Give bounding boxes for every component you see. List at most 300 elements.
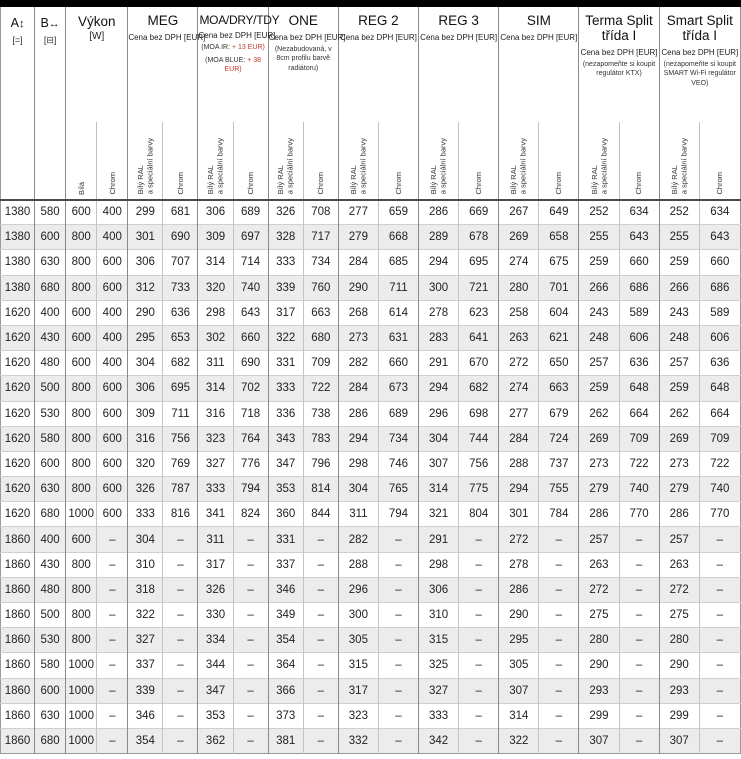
table-row xyxy=(1,275,741,300)
price-cell: – xyxy=(378,552,418,577)
price-cell: 649 xyxy=(539,200,579,225)
price-label: Cena bez DPH [EUR] xyxy=(661,47,739,57)
price-cell: – xyxy=(163,577,198,602)
price-cell: 675 xyxy=(539,250,579,275)
power-cell: 600 xyxy=(66,351,97,376)
power-cell: 800 xyxy=(66,376,97,401)
table-row xyxy=(1,603,741,628)
price-cell: – xyxy=(378,703,418,728)
price-cell: 717 xyxy=(303,225,338,250)
price-cell: 634 xyxy=(619,200,659,225)
dim-cell: 400 xyxy=(35,300,66,325)
table-row xyxy=(1,225,741,250)
price-cell: 277 xyxy=(338,200,378,225)
price-cell: 784 xyxy=(539,502,579,527)
price-cell: – xyxy=(303,527,338,552)
price-cell: 670 xyxy=(459,351,499,376)
price-cell: 323 xyxy=(198,426,233,451)
price-cell: 623 xyxy=(459,300,499,325)
power-cell: 800 xyxy=(66,426,97,451)
price-cell: – xyxy=(233,552,268,577)
table-row xyxy=(1,451,741,476)
subheader-white-ral: Bílý RAL a speciální barvy xyxy=(419,122,459,200)
subheader-vykon-chrom: Chrom xyxy=(97,122,128,200)
price-cell: 770 xyxy=(619,502,659,527)
dim-cell: 580 xyxy=(35,426,66,451)
subheader-white-ral: Bílý RAL a speciální barvy xyxy=(128,122,163,200)
price-cell: 315 xyxy=(419,628,459,653)
price-cell: – xyxy=(378,577,418,602)
price-cell: – xyxy=(163,552,198,577)
subheader-chrom: Chrom xyxy=(619,122,659,200)
power-cell: 600 xyxy=(97,477,128,502)
price-cell: – xyxy=(233,527,268,552)
price-cell: 306 xyxy=(128,250,163,275)
subheader-chrom: Chrom xyxy=(378,122,418,200)
price-cell: 349 xyxy=(268,603,303,628)
price-cell: 306 xyxy=(419,577,459,602)
price-cell: 775 xyxy=(459,477,499,502)
price-cell: – xyxy=(699,577,740,602)
price-cell: 277 xyxy=(499,401,539,426)
price-cell: 300 xyxy=(338,603,378,628)
table-row xyxy=(1,678,741,703)
price-cell: 343 xyxy=(268,426,303,451)
table-row xyxy=(1,577,741,602)
power-cell: 600 xyxy=(97,275,128,300)
price-cell: 317 xyxy=(198,552,233,577)
price-cell: – xyxy=(619,678,659,703)
price-cell: 682 xyxy=(163,351,198,376)
price-cell: 326 xyxy=(128,477,163,502)
price-cell: 280 xyxy=(659,628,699,653)
price-cell: 273 xyxy=(659,451,699,476)
price-cell: – xyxy=(699,703,740,728)
price-cell: – xyxy=(459,703,499,728)
price-cell: 814 xyxy=(303,477,338,502)
price-cell: 280 xyxy=(499,275,539,300)
price-cell: 306 xyxy=(198,200,233,225)
dim-cell: 1620 xyxy=(1,477,35,502)
header-group-meg xyxy=(128,4,206,122)
price-cell: – xyxy=(378,628,418,653)
price-cell: 804 xyxy=(459,502,499,527)
price-cell: 360 xyxy=(268,502,303,527)
power-cell: 1000 xyxy=(66,703,97,728)
price-cell: 327 xyxy=(198,451,233,476)
price-cell: 701 xyxy=(539,275,579,300)
group-name: REG 3 xyxy=(438,13,479,28)
price-cell: – xyxy=(459,577,499,602)
price-cell: – xyxy=(459,628,499,653)
price-cell: 783 xyxy=(303,426,338,451)
price-cell: 317 xyxy=(268,300,303,325)
price-cell: 262 xyxy=(659,401,699,426)
dim-cell: 1620 xyxy=(1,451,35,476)
price-cell: – xyxy=(163,653,198,678)
price-cell: – xyxy=(539,603,579,628)
price-cell: 298 xyxy=(338,451,378,476)
price-cell: 314 xyxy=(198,376,233,401)
price-cell: 663 xyxy=(303,300,338,325)
price-cell: – xyxy=(619,703,659,728)
price-cell: – xyxy=(539,552,579,577)
price-cell: 305 xyxy=(338,628,378,653)
price-cell: 346 xyxy=(268,577,303,602)
price-cell: – xyxy=(303,678,338,703)
price-cell: 286 xyxy=(659,502,699,527)
price-cell: 690 xyxy=(163,225,198,250)
subheader-white-ral: Bílý RAL a speciální barvy xyxy=(659,122,699,200)
price-cell: 711 xyxy=(163,401,198,426)
price-cell: 650 xyxy=(539,351,579,376)
price-cell: 844 xyxy=(303,502,338,527)
price-cell: 606 xyxy=(699,325,740,350)
price-cell: – xyxy=(539,703,579,728)
price-cell: 769 xyxy=(163,451,198,476)
header-group-sim xyxy=(499,4,579,122)
price-cell: – xyxy=(378,653,418,678)
price-cell: 621 xyxy=(539,325,579,350)
price-cell: – xyxy=(699,552,740,577)
subheader-chrom: Chrom xyxy=(699,122,740,200)
price-cell: 295 xyxy=(128,325,163,350)
price-cell: 663 xyxy=(539,376,579,401)
price-cell: 290 xyxy=(499,603,539,628)
header-dim-b xyxy=(35,4,66,200)
dim-cell: 1620 xyxy=(1,325,35,350)
table-row xyxy=(1,552,741,577)
price-cell: 266 xyxy=(659,275,699,300)
price-cell: 263 xyxy=(579,552,619,577)
price-cell: 679 xyxy=(539,401,579,426)
power-cell: 600 xyxy=(97,250,128,275)
price-cell: 320 xyxy=(198,275,233,300)
price-cell: 294 xyxy=(499,477,539,502)
price-cell: 660 xyxy=(699,250,740,275)
price-cell: 296 xyxy=(338,577,378,602)
price-cell: 257 xyxy=(659,351,699,376)
price-cell: 255 xyxy=(659,225,699,250)
price-cell: 648 xyxy=(699,376,740,401)
price-cell: – xyxy=(233,703,268,728)
dim-cell: 480 xyxy=(35,351,66,376)
price-cell: 273 xyxy=(338,325,378,350)
table-header xyxy=(1,4,741,200)
price-cell: 248 xyxy=(579,325,619,350)
price-cell: 284 xyxy=(338,376,378,401)
price-cell: 273 xyxy=(579,451,619,476)
power-cell: 800 xyxy=(66,275,97,300)
group-note: (nezapomeňte si koupit regulátor KTX) xyxy=(582,60,656,78)
price-cell: – xyxy=(233,577,268,602)
price-cell: 311 xyxy=(198,351,233,376)
table-row xyxy=(1,250,741,275)
price-cell: 326 xyxy=(198,577,233,602)
price-cell: 290 xyxy=(579,653,619,678)
price-cell: 290 xyxy=(338,275,378,300)
price-cell: 280 xyxy=(579,628,619,653)
price-label: Cena bez DPH [EUR] xyxy=(128,32,206,42)
price-cell: 333 xyxy=(268,250,303,275)
price-cell: 364 xyxy=(268,653,303,678)
price-cell: 293 xyxy=(659,678,699,703)
dim-cell: 1620 xyxy=(1,376,35,401)
price-cell: 366 xyxy=(268,678,303,703)
price-cell: 275 xyxy=(579,603,619,628)
price-cell: 316 xyxy=(128,426,163,451)
price-cell: 307 xyxy=(499,678,539,703)
price-cell: – xyxy=(459,603,499,628)
price-cell: 690 xyxy=(233,351,268,376)
price-cell: 685 xyxy=(378,250,418,275)
price-cell: 310 xyxy=(128,552,163,577)
price-cell: – xyxy=(378,728,418,753)
price-cell: 269 xyxy=(579,426,619,451)
price-cell: 284 xyxy=(338,250,378,275)
price-cell: – xyxy=(233,628,268,653)
price-cell: 259 xyxy=(579,376,619,401)
price-cell: – xyxy=(233,678,268,703)
price-cell: 337 xyxy=(128,653,163,678)
header-group-terma-split xyxy=(579,4,659,122)
dim-cell: 600 xyxy=(35,451,66,476)
group-note: (MOA IR: + 13 EUR) xyxy=(201,44,265,52)
price-cell: 259 xyxy=(579,250,619,275)
price-cell: 272 xyxy=(499,351,539,376)
power-cell: 1000 xyxy=(66,653,97,678)
dim-cell: 1620 xyxy=(1,401,35,426)
power-cell: 1000 xyxy=(66,728,97,753)
power-cell: 600 xyxy=(66,200,97,225)
table-row xyxy=(1,351,741,376)
price-cell: 282 xyxy=(338,351,378,376)
price-cell: 300 xyxy=(419,275,459,300)
price-cell: 327 xyxy=(419,678,459,703)
price-cell: – xyxy=(378,603,418,628)
price-cell: 311 xyxy=(338,502,378,527)
price-cell: 794 xyxy=(378,502,418,527)
price-cell: 770 xyxy=(699,502,740,527)
price-cell: 764 xyxy=(233,426,268,451)
table-row xyxy=(1,376,741,401)
power-cell: 600 xyxy=(97,426,128,451)
price-cell: 344 xyxy=(198,653,233,678)
price-cell: 269 xyxy=(659,426,699,451)
price-cell: 257 xyxy=(659,527,699,552)
price-cell: 333 xyxy=(128,502,163,527)
price-cell: – xyxy=(539,678,579,703)
table-row xyxy=(1,728,741,753)
subheader-chrom: Chrom xyxy=(303,122,338,200)
dim-cell: 530 xyxy=(35,628,66,653)
power-cell: 400 xyxy=(97,300,128,325)
price-cell: 322 xyxy=(268,325,303,350)
price-cell: 362 xyxy=(198,728,233,753)
price-cell: 746 xyxy=(378,451,418,476)
price-cell: – xyxy=(303,603,338,628)
price-cell: 614 xyxy=(378,300,418,325)
table-row xyxy=(1,628,741,653)
subheader-white-ral: Bílý RAL a speciální barvy xyxy=(579,122,619,200)
price-cell: 279 xyxy=(659,477,699,502)
price-label: Cena bez DPH [EUR] xyxy=(339,32,417,42)
surcharge-value: + 13 EUR) xyxy=(232,44,265,52)
price-cell: – xyxy=(459,552,499,577)
price-cell: 301 xyxy=(128,225,163,250)
price-cell: 279 xyxy=(579,477,619,502)
price-cell: 322 xyxy=(499,728,539,753)
price-cell: 304 xyxy=(338,477,378,502)
price-label: Cena bez DPH [EUR] xyxy=(198,31,276,41)
price-cell: 740 xyxy=(699,477,740,502)
price-cell: 643 xyxy=(233,300,268,325)
price-cell: 272 xyxy=(579,577,619,602)
price-cell: 353 xyxy=(198,703,233,728)
price-cell: 316 xyxy=(198,401,233,426)
price-cell: 698 xyxy=(459,401,499,426)
power-cell: 600 xyxy=(66,325,97,350)
price-cell: 299 xyxy=(659,703,699,728)
dim-cell: 1860 xyxy=(1,577,35,602)
price-cell: 634 xyxy=(699,200,740,225)
price-cell: 681 xyxy=(163,200,198,225)
power-cell: 800 xyxy=(66,603,97,628)
group-name: Smart Split třída I xyxy=(666,13,733,43)
price-cell: 668 xyxy=(378,225,418,250)
dim-cell: 1860 xyxy=(1,527,35,552)
dim-cell: 630 xyxy=(35,477,66,502)
power-cell: – xyxy=(97,552,128,577)
price-cell: 697 xyxy=(233,225,268,250)
price-cell: 718 xyxy=(233,401,268,426)
group-name: MOA/DRY/TDY xyxy=(199,13,280,27)
dim-cell: 1380 xyxy=(1,200,35,225)
price-cell: – xyxy=(163,678,198,703)
table-row xyxy=(1,325,741,350)
price-cell: 682 xyxy=(459,376,499,401)
header-vykon xyxy=(66,4,128,122)
price-cell: 252 xyxy=(659,200,699,225)
price-cell: – xyxy=(619,603,659,628)
power-cell: – xyxy=(97,527,128,552)
price-label: Cena bez DPH [EUR] xyxy=(500,32,578,42)
power-cell: 800 xyxy=(66,628,97,653)
dim-cell: 1380 xyxy=(1,275,35,300)
table-row xyxy=(1,527,741,552)
price-cell: 709 xyxy=(303,351,338,376)
price-cell: 333 xyxy=(419,703,459,728)
subheader-white-ral: Bílý RAL a speciální barvy xyxy=(268,122,303,200)
price-cell: 740 xyxy=(619,477,659,502)
dim-cell: 680 xyxy=(35,275,66,300)
price-cell: 760 xyxy=(303,275,338,300)
dim-cell: 580 xyxy=(35,653,66,678)
price-cell: 320 xyxy=(128,451,163,476)
price-cell: 709 xyxy=(619,426,659,451)
price-cell: 347 xyxy=(268,451,303,476)
price-cell: 317 xyxy=(338,678,378,703)
price-cell: 636 xyxy=(699,351,740,376)
group-name: REG 2 xyxy=(358,13,399,28)
price-cell: 660 xyxy=(378,351,418,376)
power-cell: 1000 xyxy=(66,502,97,527)
price-cell: 724 xyxy=(539,426,579,451)
power-cell: 400 xyxy=(97,225,128,250)
price-cell: – xyxy=(233,603,268,628)
table-row xyxy=(1,653,741,678)
power-cell: 800 xyxy=(66,477,97,502)
price-cell: 332 xyxy=(338,728,378,753)
header-group-reg3 xyxy=(419,4,499,122)
table-row xyxy=(1,401,741,426)
power-cell: 400 xyxy=(97,351,128,376)
price-cell: – xyxy=(619,552,659,577)
radiator-width-icon: [⊟] xyxy=(43,35,57,45)
price-cell: – xyxy=(619,653,659,678)
price-cell: 328 xyxy=(268,225,303,250)
dim-cell: 600 xyxy=(35,678,66,703)
subheader-vykon-white: Bílá xyxy=(66,122,97,200)
price-cell: 293 xyxy=(579,678,619,703)
subheader-white-ral: Bílý RAL a speciální barvy xyxy=(338,122,378,200)
price-cell: 325 xyxy=(419,653,459,678)
price-cell: 341 xyxy=(198,502,233,527)
group-name: SIM xyxy=(526,13,551,28)
price-cell: 339 xyxy=(268,275,303,300)
price-cell: – xyxy=(233,728,268,753)
price-cell: 278 xyxy=(419,300,459,325)
price-cell: – xyxy=(378,527,418,552)
price-cell: 290 xyxy=(659,653,699,678)
price-cell: 695 xyxy=(459,250,499,275)
radiator-height-icon: [=] xyxy=(12,35,23,45)
price-cell: 294 xyxy=(338,426,378,451)
price-cell: 262 xyxy=(579,401,619,426)
price-cell: 257 xyxy=(579,351,619,376)
price-cell: 274 xyxy=(499,376,539,401)
price-cell: 322 xyxy=(128,603,163,628)
dim-cell: 1380 xyxy=(1,225,35,250)
price-cell: 263 xyxy=(659,552,699,577)
price-cell: 636 xyxy=(619,351,659,376)
price-cell: 263 xyxy=(499,325,539,350)
price-cell: 333 xyxy=(268,376,303,401)
price-cell: 589 xyxy=(619,300,659,325)
price-cell: 689 xyxy=(378,401,418,426)
price-cell: 294 xyxy=(419,250,459,275)
price-cell: 314 xyxy=(419,477,459,502)
price-cell: – xyxy=(619,527,659,552)
price-cell: – xyxy=(303,728,338,753)
price-cell: 306 xyxy=(128,376,163,401)
power-cell: – xyxy=(97,678,128,703)
price-cell: 658 xyxy=(539,225,579,250)
dim-cell: 630 xyxy=(35,703,66,728)
price-cell: – xyxy=(539,577,579,602)
price-cell: 722 xyxy=(619,451,659,476)
price-cell: 678 xyxy=(459,225,499,250)
price-cell: 824 xyxy=(233,502,268,527)
table-row xyxy=(1,426,741,451)
price-cell: 248 xyxy=(659,325,699,350)
price-cell: 294 xyxy=(419,376,459,401)
price-cell: 776 xyxy=(233,451,268,476)
price-cell: – xyxy=(163,628,198,653)
power-cell: – xyxy=(97,653,128,678)
price-cell: 353 xyxy=(268,477,303,502)
power-cell: 800 xyxy=(66,577,97,602)
